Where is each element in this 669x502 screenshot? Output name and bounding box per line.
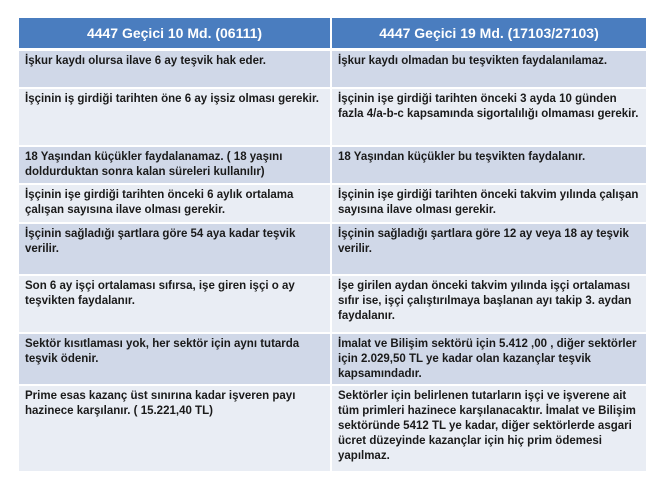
table-row — [19, 224, 646, 276]
cell-article-19: İşe girilen aydan önceki takvim yılında işçi ortalaması sıfır ise, işçi çalıştırılmaya başlanan ayı takip 3. aydan faydalanır. — [332, 276, 646, 334]
cell-article-10: 18 Yaşından küçükler faydalanamaz. ( 18 yaşını doldurduktan sonra kalan süreleri kullanılır) — [19, 147, 332, 185]
cell-article-19: Sektörler için belirlenen tutarların işçi ve işverene ait tüm primleri hazinece karşılanacaktır. İmalat ve Bilişim sektöründe 5412 TL ye kadar, diğer sektörlerde asgari ücret düzeyinde kazançlar için hiç prim ödemesi yapılmaz. — [332, 386, 646, 473]
table-row — [19, 185, 646, 224]
cell-article-19: 18 Yaşından küçükler bu teşvikten faydalanır. — [332, 147, 646, 185]
table-row — [19, 386, 646, 473]
comparison-table-wrapper — [19, 18, 646, 483]
table-row — [19, 89, 646, 147]
incentive-comparison-table — [19, 18, 646, 473]
cell-article-10: Son 6 ay işçi ortalaması sıfırsa, işe giren işçi o ay teşvikten faydalanır. — [19, 276, 332, 334]
header-article-19: 4447 Geçici 19 Md. (17103/27103) — [332, 18, 646, 51]
header-article-10: 4447 Geçici 10 Md. (06111) — [19, 18, 332, 51]
table-header-row — [19, 18, 646, 51]
cell-article-10: İşkur kaydı olursa ilave 6 ay teşvik hak eder. — [19, 51, 332, 89]
cell-article-19: İşçinin işe girdiği tarihten önceki takvim yılında çalışan sayısına ilave olması gerekir. — [332, 185, 646, 224]
cell-article-10: Prime esas kazanç üst sınırına kadar işveren payı hazinece karşılanır. ( 15.221,40 TL) — [19, 386, 332, 473]
cell-article-19: İşkur kaydı olmadan bu teşvikten faydalanılamaz. — [332, 51, 646, 89]
cell-article-10: İşçinin iş girdiği tarihten öne 6 ay işsiz olması gerekir. — [19, 89, 332, 147]
cell-article-10: Sektör kısıtlaması yok, her sektör için aynı tutarda teşvik ödenir. — [19, 334, 332, 386]
table-row — [19, 51, 646, 89]
cell-article-19: İşçinin sağladığı şartlara göre 12 ay veya 18 ay teşvik verilir. — [332, 224, 646, 276]
table-row — [19, 334, 646, 386]
cell-article-10: İşçinin işe girdiği tarihten önceki 6 aylık ortalama çalışan sayısına ilave olması gerekir. — [19, 185, 332, 224]
cell-article-19: İşçinin işe girdiği tarihten önceki 3 ayda 10 günden fazla 4/a-b-c kapsamında sigortalılığı olmaması gerekir. — [332, 89, 646, 147]
cell-article-19: İmalat ve Bilişim sektörü için 5.412 ,00 , diğer sektörler için 2.029,50 TL ye kadar olan kazançlar teşvik kapsamındadır. — [332, 334, 646, 386]
cell-article-10: İşçinin sağladığı şartlara göre 54 aya kadar teşvik verilir. — [19, 224, 332, 276]
table-row — [19, 276, 646, 334]
table-row — [19, 147, 646, 185]
